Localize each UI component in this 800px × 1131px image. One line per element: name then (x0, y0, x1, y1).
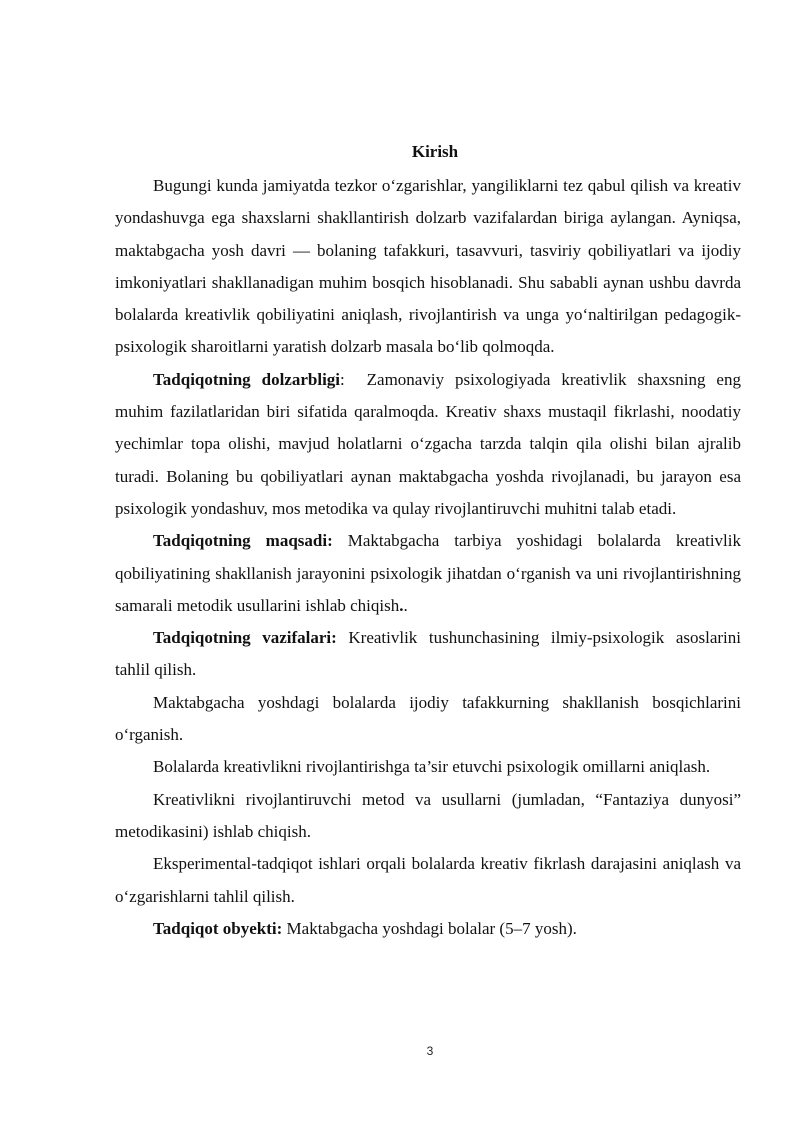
object-text: Maktabgacha yoshdagi bolalar (5–7 yosh). (282, 918, 577, 938)
page-number: 3 (426, 1044, 434, 1058)
purpose-label: Tadqiqotning maqsadi: (153, 531, 333, 551)
body-text (115, 170, 741, 945)
object-label: Tadqiqot obyekti: (153, 918, 283, 938)
purpose-end-bold: . (399, 595, 404, 615)
purpose-text: Maktabgacha tarbiya yoshidagi bolalarda kreativlik qobiliyatining shakllanish jarayonini psixologik jihatdan o‘rganish va uni rivojlantirishning samarali metodik usullarini ishlab chiqish (115, 531, 741, 615)
tasks-label: Tadqiqotning vazifalari: (153, 628, 337, 648)
relevance-text: Zamonaviy psixologiyada kreativlik shaxsning eng muhim fazilatlaridan biri sifatida qaralmoqda. Kreativ shaxs mustaqil fikrlashi, noodatiy yechimlar topa olishi, mavjud holatlarni o‘zgacha tarzda talqin qila olishi bilan ajralib turadi. Bolaning bu qobiliyatlari aynan maktabgacha yoshda rivojlanadi, bu jarayon esa psixologik yondashuv, mos metodika va qulay rivojlantiruvchi muhitni talab etadi. (115, 369, 741, 518)
relevance-label: Tadqiqotning dolzarbligi (153, 369, 341, 389)
task-item: Maktabgacha yoshdagi bolalarda ijodiy tafakkurning shakllanish bosqichlarini o‘rganish. (115, 692, 741, 745)
purpose-paragraph (115, 525, 741, 622)
task-item: Kreativlikni rivojlantiruvchi metod va usullarni (jumladan, “Fantaziya dunyosi” metodikasini) ishlab chiqish. (115, 789, 741, 841)
task-item: Bolalarda kreativlikni rivojlantirishga ta’sir etuvchi psixologik omillarni aniqlash. (153, 757, 711, 777)
relevance-paragraph (115, 364, 741, 525)
object-paragraph (115, 913, 741, 945)
purpose-end: . (403, 595, 408, 615)
task-item: Eksperimental-tadqiqot ishlari orqali bolalarda kreativ fikrlash darajasini aniqlash va o‘zgarishlarni tahlil qilish. (115, 854, 741, 906)
relevance-separator: : (340, 369, 367, 389)
task-item: Kreativlik tushunchasining ilmiy-psixologik asoslarini tahlil qilish. (115, 628, 741, 680)
tasks-paragraph (115, 622, 741, 687)
section-heading: Kirish (411, 142, 459, 161)
intro-paragraph: Bugungi kunda jamiyatda tezkor o‘zgarishlar, yangiliklarni tez qabul qilish va kreativ yondashuvga ega shaxslarni shakllantirish dolzarb vazifalardan biriga aylangan. Ayniqsa, maktabgacha yosh davri — bolaning tafakkuri, tasavvuri, tasviriy qobiliyatlari va ijodiy imkoniyatlari shakllanadigan muhim bosqich hisoblanadi. Shu sababli aynan ushbu davrda bolalarda kreativlik qobiliyatini aniqlash, rivojlantirish va unga yo‘naltirilgan pedagogik-psixologik sharoitlarni yaratish dolzarb masala bo‘lib qolmoqda. (115, 176, 741, 357)
